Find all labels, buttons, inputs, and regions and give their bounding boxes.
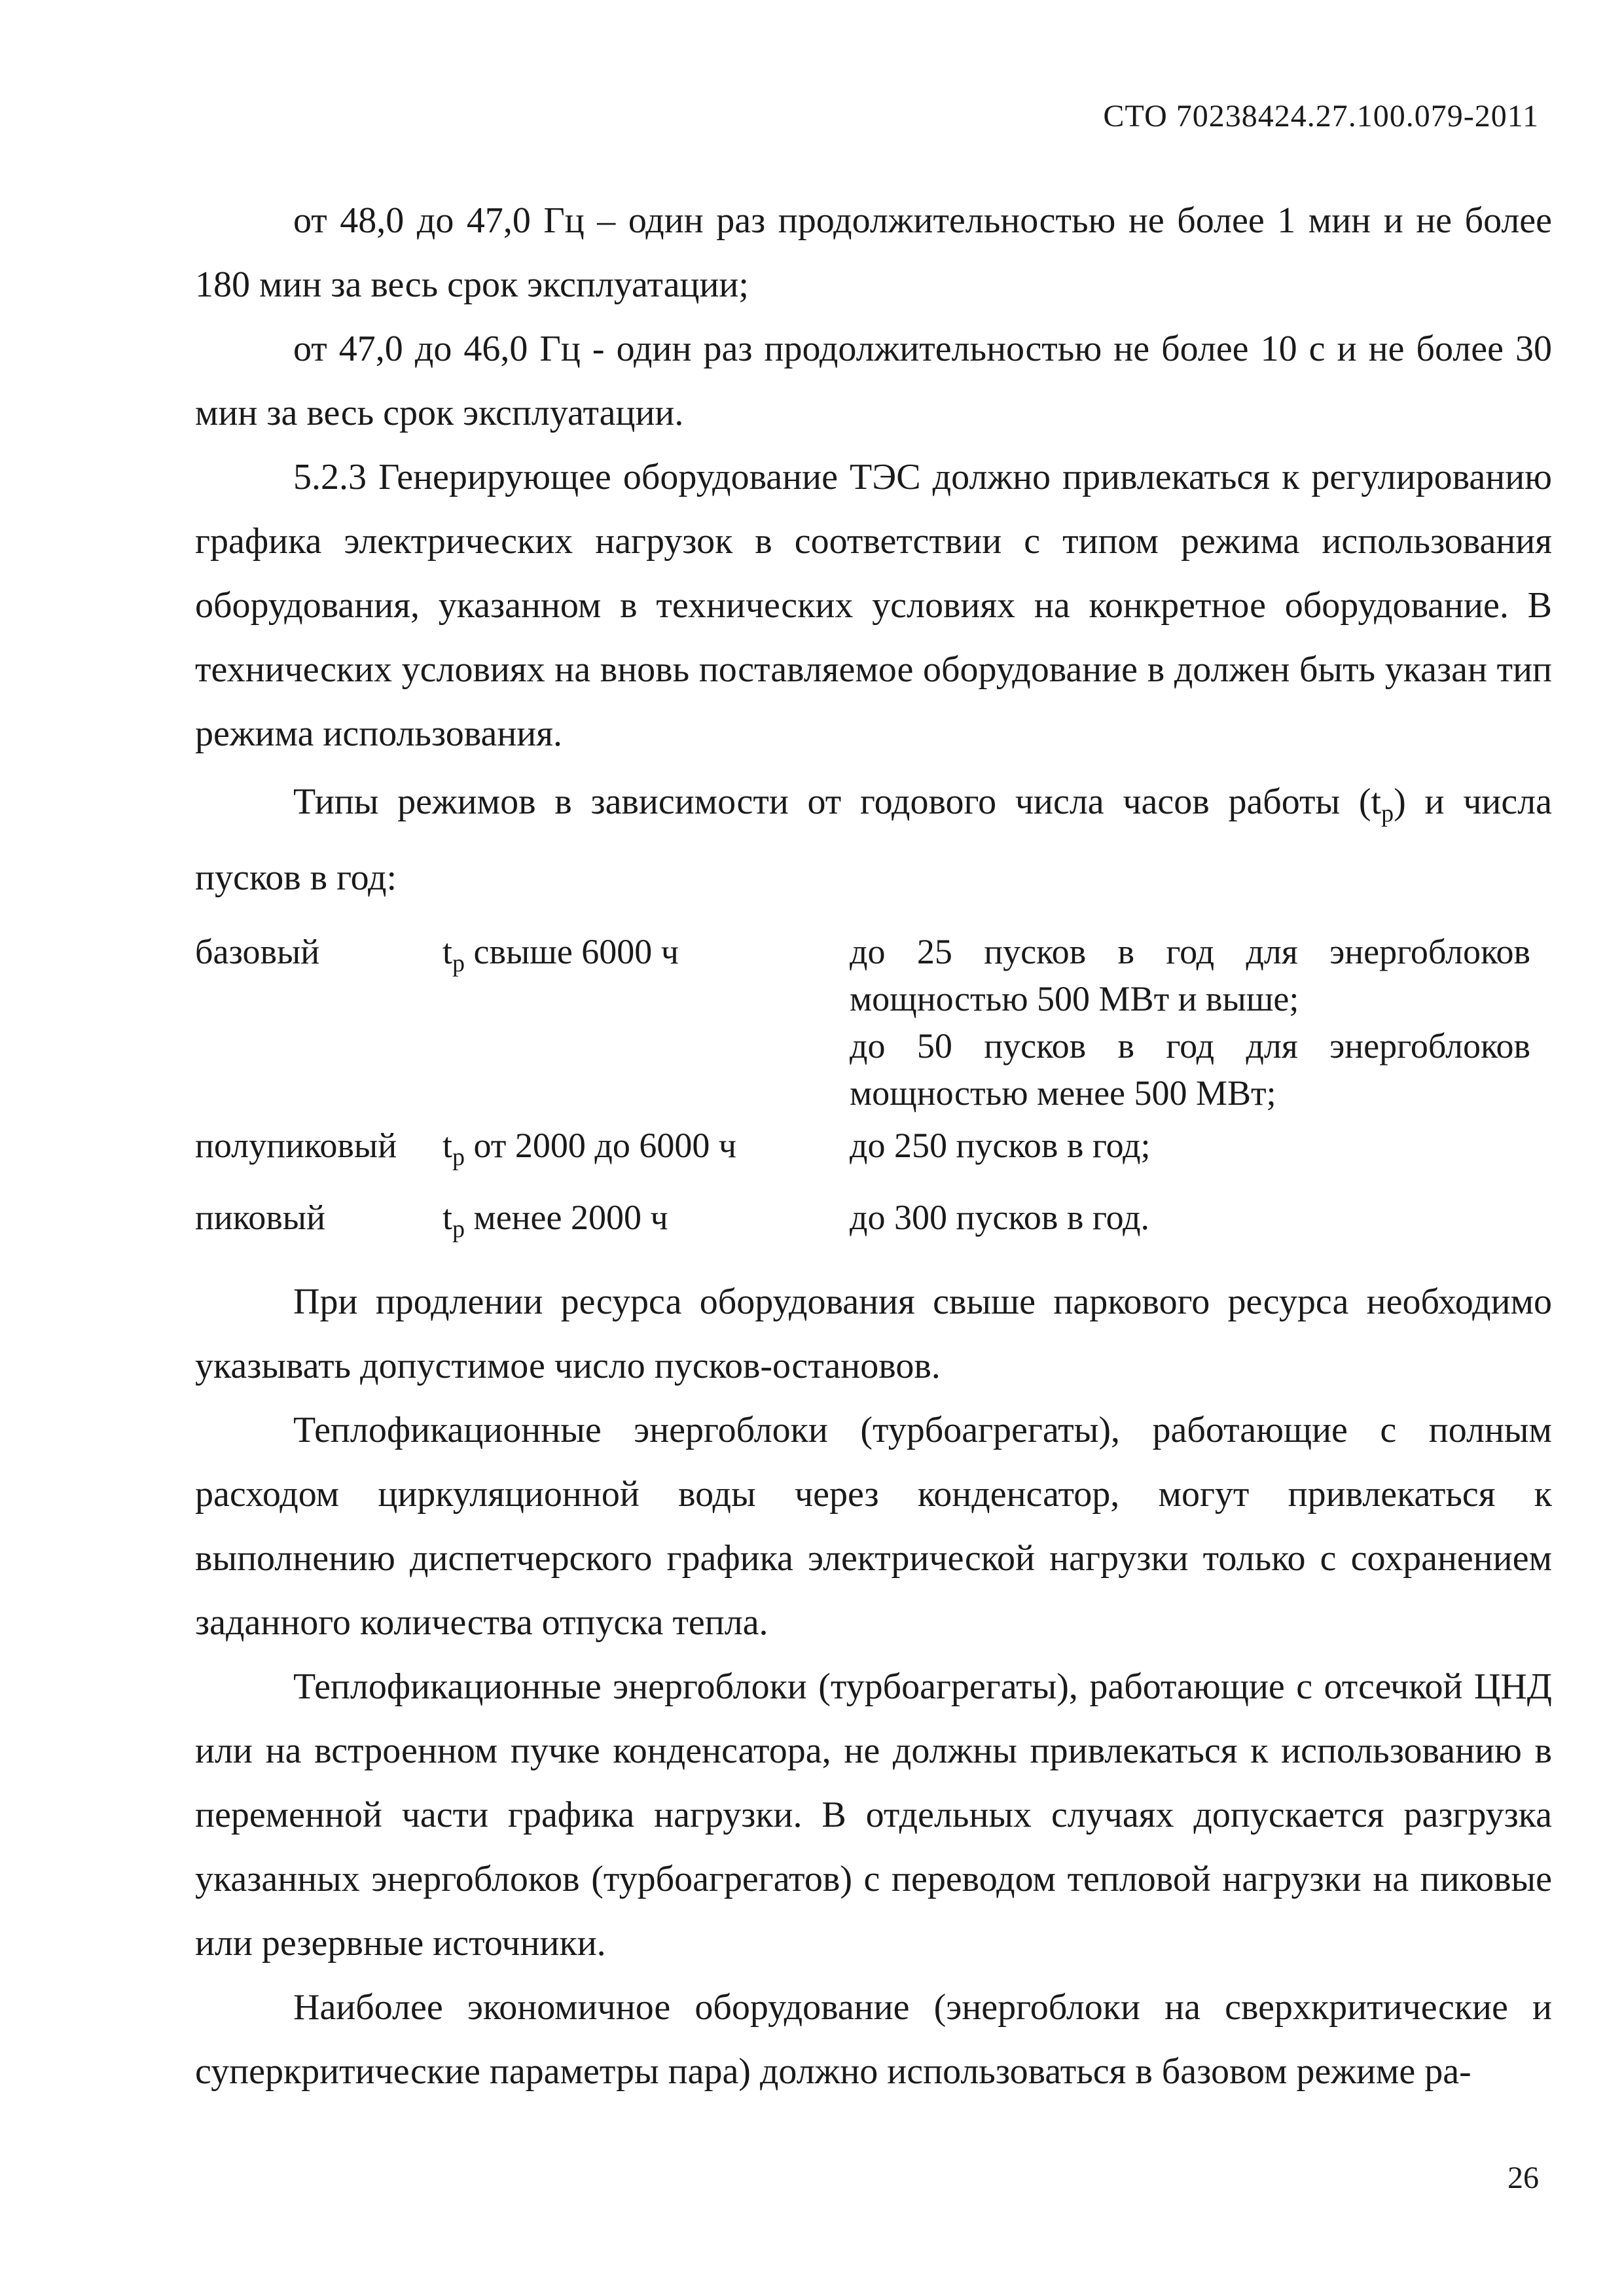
mode-hours: $t_р$ от 2000 до 6000 ч [442, 1126, 737, 1171]
mode-name: пиковый [195, 1198, 325, 1237]
paragraph-frequency-47-46: от 47,0 до 46,0 Гц - один раз продолжительностью не более 10 с и не более 30 мин за весь срок эксплуатации. [195, 329, 1552, 433]
paragraph-5-2-3: 5.2.3 Генерирующее оборудование ТЭС должно привлекаться к регулированию графика электрических нагрузок в соответствии с типом режима использования оборудования, указанном в технических условиях на конкретное оборудование. В технических условиях на вновь поставляемое оборудование в должен быть указан тип режима использования. [195, 457, 1552, 754]
document-number-header: СТО 70238424.27.100.079-2011 [1103, 99, 1539, 134]
text-block-1 [195, 188, 1552, 910]
page-number: 26 [1507, 2161, 1539, 2195]
mode-starts: до 25 пусков в год для энергоблоков мощностью 500 МВт и выше; до 50 пусков в год для энергоблоков мощностью менее 500 МВт; [850, 932, 1530, 1113]
mode-name: базовый [195, 932, 320, 971]
paragraph-frequency-48-47: от 48,0 до 47,0 Гц – один раз продолжительностью не более 1 мин и не более 180 мин за весь срок эксплуатации; [195, 200, 1552, 305]
mode-name: полупиковый [195, 1126, 397, 1165]
paragraph-cogeneration-cutoff: Теплофикационные энергоблоки (турбоагрегаты), работающие с отсечкой ЦНД или на встроенном пучке конденсатора, не должны привлекаться к использованию в переменной части графика нагрузки. В отдельных случаях допускается разгрузка указанных энергоблоков (турбоагрегатов) с переводом тепловой нагрузки на пиковые или резервные источники. [195, 1666, 1552, 1964]
paragraph-resource-extension: При продлении ресурса оборудования свыше паркового ресурса необходимо указывать допустимое число пусков-остановов. [195, 1282, 1552, 1386]
mode-hours: $t_р$ менее 2000 ч [442, 1198, 668, 1243]
mode-hours: $t_р$ свыше 6000 ч [442, 932, 679, 977]
paragraph-economical-equipment: Наиболее экономичное оборудование (энергоблоки на сверхкритические и суперкритические параметры пара) должно использоваться в базовом режиме ра- [195, 1987, 1552, 2092]
mode-starts: до 300 пусков в год. [850, 1198, 1150, 1237]
mode-starts: до 250 пусков в год; [850, 1126, 1151, 1165]
paragraph-modes-intro: Типы режимов в зависимости от годового числа часов работы $(t_р)$ и числа пусков в год: [195, 781, 1553, 898]
text-block-2 [195, 1270, 1552, 2104]
paragraph-cogeneration-full-flow: Теплофикационные энергоблоки (турбоагрегаты), работающие с полным расходом циркуляционной воды через конденсатор, могут привлекаться к выполнению диспетчерского графика электрической нагрузки только с сохранением заданного количества отпуска тепла. [195, 1410, 1552, 1643]
